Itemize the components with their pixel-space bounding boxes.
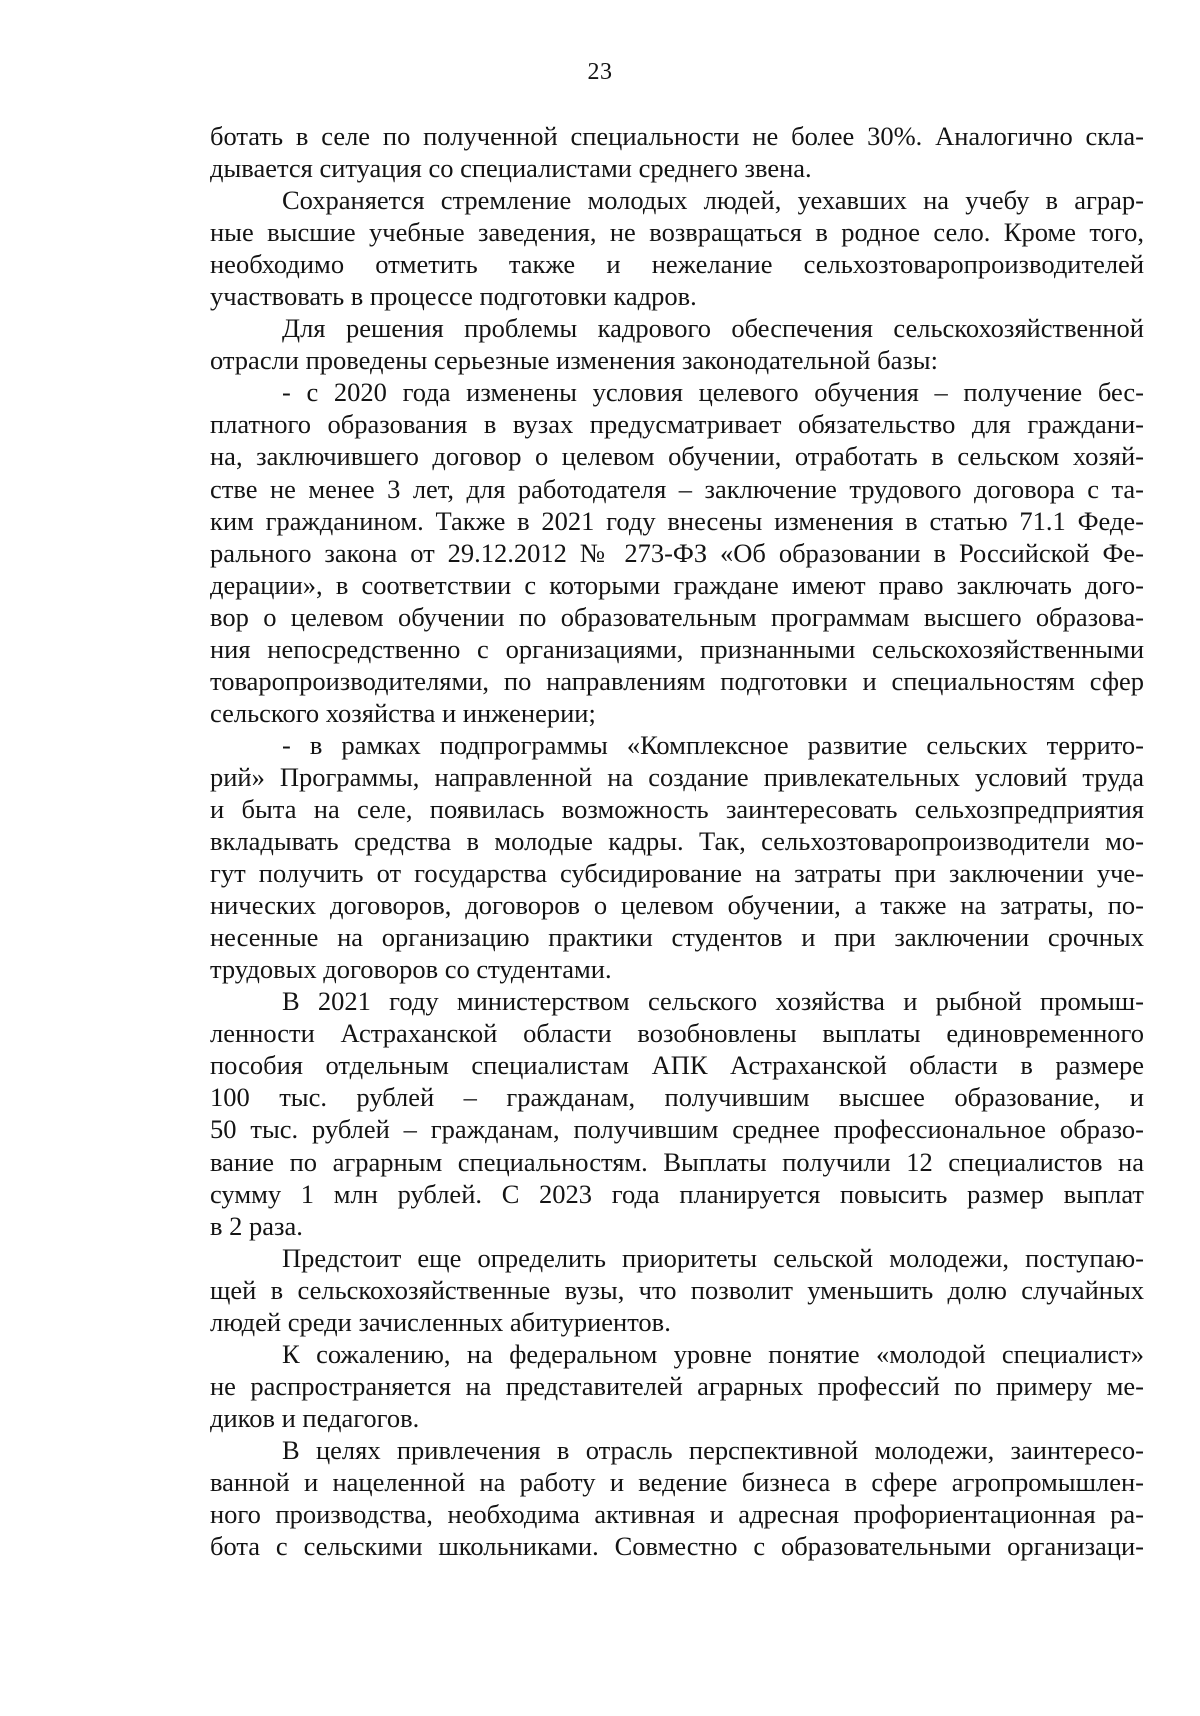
text-line: вание по аграрным специальностям. Выплаты получили 12 специалистов на [210,1146,1144,1177]
text-line: диков и педагогов. [210,1402,420,1433]
text-line: Предстоит еще определить приоритеты сельской молодежи, поступаю- [282,1242,1144,1273]
text-line: сельского хозяйства и инженерии; [210,697,596,728]
text-line: щей в сельскохозяйственные вузы, что позволит уменьшить долю случайных [210,1274,1144,1305]
text-line: рий» Программы, направленной на создание привлекательных условий труда [210,761,1144,792]
text-line: 50 тыс. рублей – гражданам, получившим среднее профессиональное образо- [210,1114,1144,1145]
text-line: - с 2020 года изменены условия целевого обучения – получение бес- [282,377,1144,408]
text-line: рального закона от 29.12.2012 № 273-ФЗ «Об образовании в Российской Фе- [210,537,1144,568]
page-number: 23 [587,59,613,85]
text-line: не распространяется на представителей аграрных профессий по примеру ме- [210,1370,1144,1401]
text-line: в 2 раза. [210,1210,303,1241]
text-line: ные высшие учебные заведения, не возвращаться в родное село. Кроме того, [210,217,1144,248]
text-line: бота с сельскими школьниками. Совместно с образовательными организаци- [210,1531,1144,1562]
text-line: отрасли проведены серьезные изменения законодательной базы: [210,345,938,376]
text-line: людей среди зачисленных абитуриентов. [210,1306,671,1337]
text-line: ния непосредственно с организациями, признанными сельскохозяйственными [210,633,1144,664]
document-body [210,120,1144,1562]
text-line: гут получить от государства субсидирование на затраты при заключении уче- [210,858,1144,889]
text-line: Для решения проблемы кадрового обеспечения сельскохозяйственной [282,313,1144,344]
text-line: 100 тыс. рублей – гражданам, получившим высшее образование, и [210,1082,1144,1113]
text-line: дерации», в соответствии с которыми граждане имеют право заключать дого- [210,569,1144,600]
text-line: стве не менее 3 лет, для работодателя – заключение трудового договора с та- [210,473,1144,504]
text-line: несенные на организацию практики студентов и при заключении срочных [210,922,1144,953]
text-line: ного производства, необходима активная и адресная профориентационная ра- [210,1499,1144,1530]
text-line: участвовать в процессе подготовки кадров. [210,281,697,312]
text-line: и быта на селе, появилась возможность заинтересовать сельхозпредприятия [210,793,1144,824]
text-line: сумму 1 млн рублей. С 2023 года планируется повысить размер выплат [210,1178,1144,1209]
text-line: К сожалению, на федеральном уровне понятие «молодой специалист» [282,1338,1144,1369]
text-line: В целях привлечения в отрасль перспективной молодежи, заинтересо- [282,1434,1144,1465]
text-line: - в рамках подпрограммы «Комплексное развитие сельских террито- [282,729,1144,760]
text-line: вор о целевом обучении по образовательным программам высшего образова- [210,601,1144,632]
text-line: платного образования в вузах предусматривает обязательство для граждани- [210,409,1144,440]
text-line: товаропроизводителями, по направлениям подготовки и специальностям сфер [210,665,1144,696]
text-line: В 2021 году министерством сельского хозяйства и рыбной промыш- [282,986,1144,1017]
text-line: ванной и нацеленной на работу и ведение бизнеса в сфере агропромышлен- [210,1466,1144,1497]
text-line: необходимо отметить также и нежелание сельхозтоваропроизводителей [210,249,1144,280]
text-line: ким гражданином. Также в 2021 году внесены изменения в статью 71.1 Феде- [210,505,1144,536]
text-line: на, заключившего договор о целевом обучении, отработать в сельском хозяй- [210,441,1144,472]
text-line: пособия отдельным специалистам АПК Астраханской области в размере [210,1050,1144,1081]
text-line: вкладывать средства в молодые кадры. Так, сельхозтоваропроизводители мо- [210,826,1144,857]
text-line: трудовых договоров со студентами. [210,954,612,985]
text-line: ботать в селе по полученной специальности не более 30%. Аналогично скла- [210,121,1144,151]
text-line: нических договоров, договоров о целевом обучении, а также на затраты, по- [210,890,1144,921]
text-line: ленности Астраханской области возобновлены выплаты единовременного [210,1018,1144,1049]
text-line: Сохраняется стремление молодых людей, уехавших на учебу в аграр- [282,185,1144,216]
text-line: дывается ситуация со специалистами среднего звена. [210,153,812,184]
